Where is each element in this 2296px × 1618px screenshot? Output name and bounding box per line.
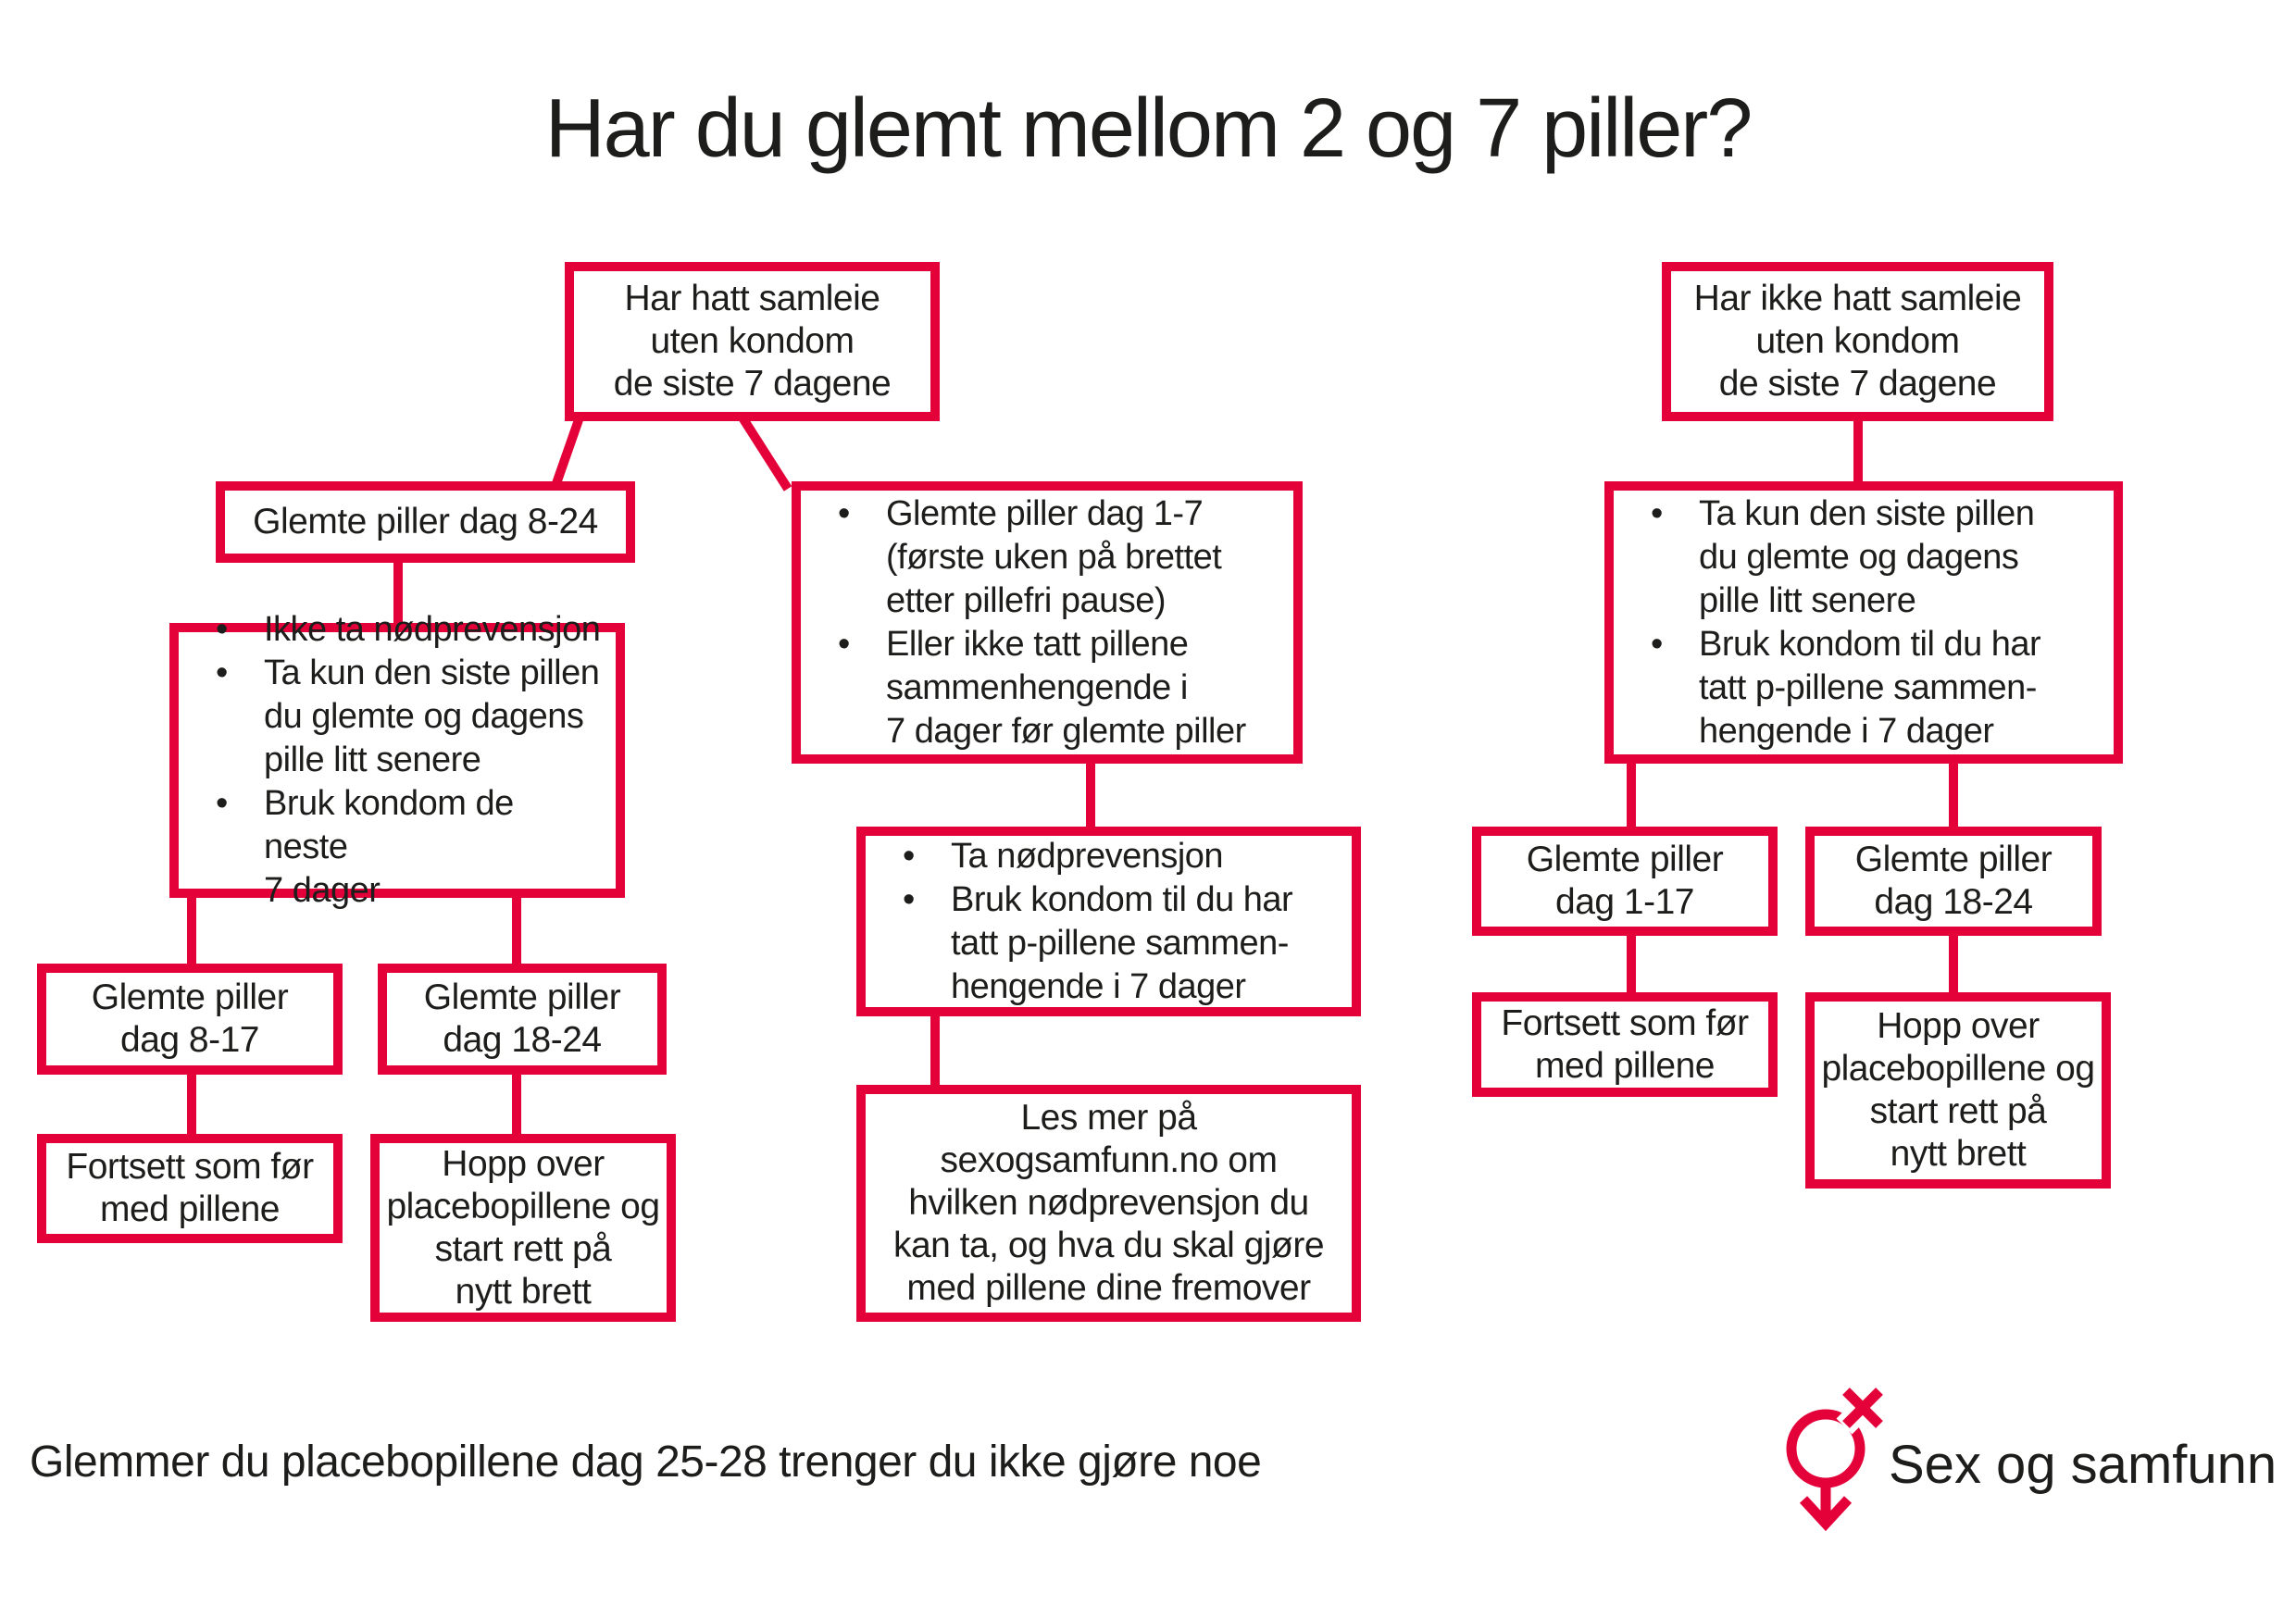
node-continue-as-before-right: Fortsett som før med pillene bbox=[1472, 992, 1778, 1097]
bullet-item: • Bruk kondom de neste 7 dager bbox=[214, 782, 606, 913]
sex-og-samfunn-logo bbox=[1778, 1370, 2287, 1564]
node-read-more-info: Les mer på sexogsamfunn.no om hvilken nødprevensjon du kan ta, og hva du skal gjøre med pillene dine fremover bbox=[856, 1085, 1361, 1322]
connector bbox=[741, 415, 788, 489]
node-missed-day-1-7 bbox=[792, 481, 1303, 764]
bullet-item: • Ta kun den siste pillen du glemte og dagens pille litt senere bbox=[1649, 492, 2040, 623]
advice-list bbox=[866, 835, 1302, 1009]
logo-wordmark: Sex og samfunn bbox=[1889, 1435, 2277, 1495]
bullet-item: • Bruk kondom til du har tatt p-pillene sammen- hengende i 7 dager bbox=[901, 878, 1292, 1009]
node-take-emergency-contraception bbox=[856, 827, 1361, 1016]
condition-list bbox=[801, 492, 1255, 753]
bullet-item: • Eller ikke tatt pillene sammenhengende i 7 dager før glemte piller bbox=[836, 623, 1246, 753]
node-advice-right bbox=[1604, 481, 2123, 764]
node-day-8-17: Glemte piller dag 8-17 bbox=[37, 964, 343, 1075]
bullet-item: • Ta kun den siste pillen du glemte og dagens pille litt senere bbox=[214, 652, 606, 782]
gender-symbol-icon bbox=[1791, 1389, 1881, 1524]
node-day-1-17: Glemte piller dag 1-17 bbox=[1472, 827, 1778, 936]
node-skip-placebo-left: Hopp over placebopillene og start rett på nytt brett bbox=[370, 1134, 676, 1322]
page-title: Har du glemt mellom 2 og 7 piller? bbox=[544, 82, 1752, 175]
bullet-item: • Bruk kondom til du har tatt p-pillene sammen- hengende i 7 dager bbox=[1649, 623, 2040, 753]
node-continue-as-before-left: Fortsett som før med pillene bbox=[37, 1134, 343, 1243]
connector bbox=[555, 415, 580, 489]
advice-list bbox=[1614, 492, 2050, 753]
bullet-item: • Ikke ta nødprevensjon bbox=[214, 608, 606, 652]
node-no-sex-root: Har ikke hatt samleie uten kondom de siste 7 dagene bbox=[1662, 262, 2053, 421]
node-day-18-24-left: Glemte piller dag 18-24 bbox=[378, 964, 667, 1075]
node-skip-placebo-right: Hopp over placebopillene og start rett på nytt brett bbox=[1805, 992, 2111, 1189]
footer-note: Glemmer du placebopillene dag 25-28 trenger du ikke gjøre noe bbox=[30, 1438, 1262, 1487]
node-had-sex-root: Har hatt samleie uten kondom de siste 7 dagene bbox=[565, 262, 940, 421]
node-day-18-24-right: Glemte piller dag 18-24 bbox=[1805, 827, 2102, 936]
advice-list bbox=[179, 608, 616, 913]
bullet-item: • Ta nødprevensjon bbox=[901, 835, 1292, 878]
bullet-item: • Glemte piller dag 1-7 (første uken på brettet etter pillefri pause) bbox=[836, 492, 1246, 623]
node-advice-no-emergency bbox=[169, 610, 625, 910]
node-missed-day-8-24: Glemte piller dag 8-24 bbox=[216, 481, 635, 563]
